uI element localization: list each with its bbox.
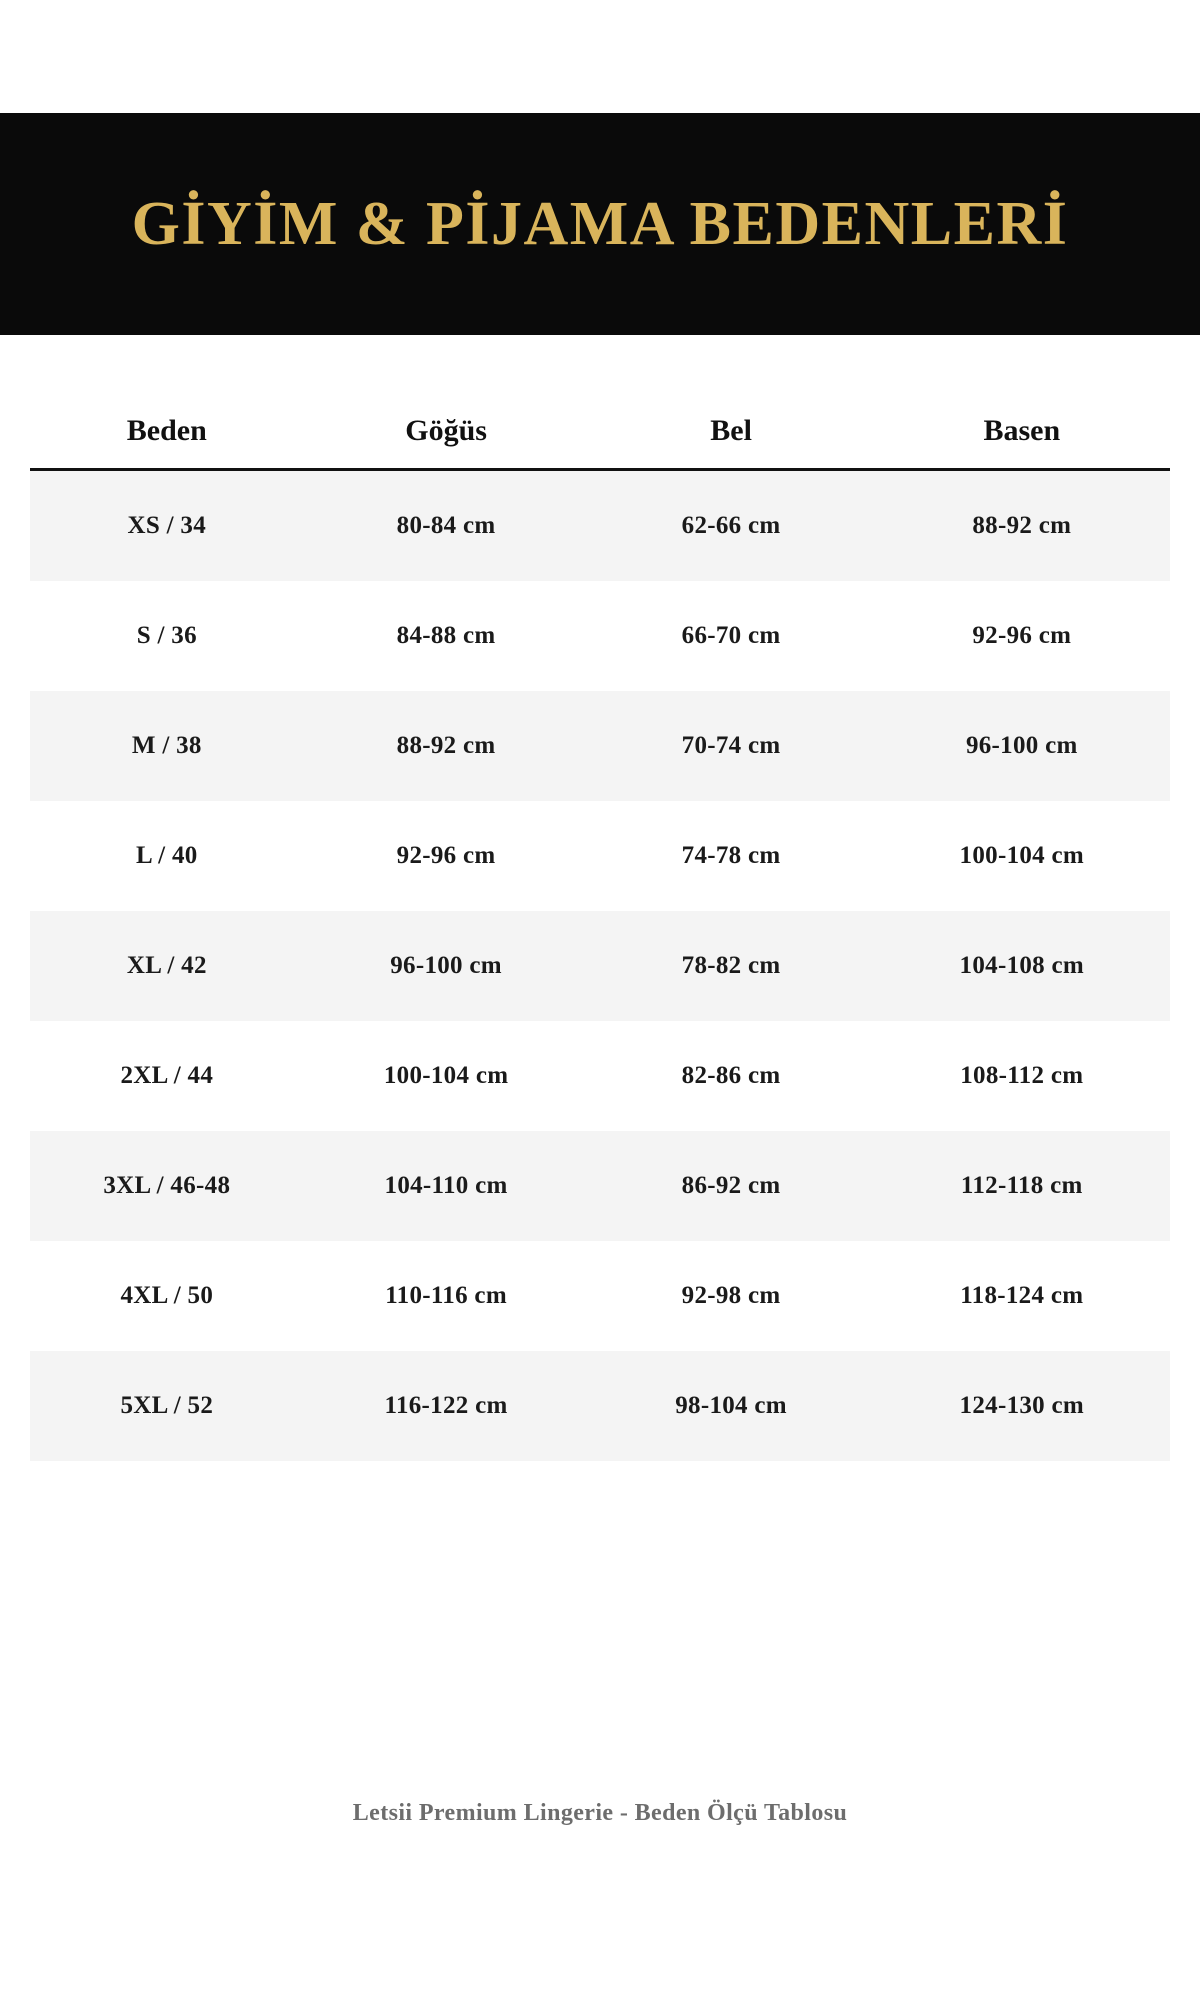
cell-beden: XL / 42 (126, 952, 207, 979)
size-table-container (30, 400, 1170, 1461)
cell-bel: 62-66 cm (681, 512, 781, 539)
cell-basen: 92-96 cm (972, 622, 1072, 649)
table-row (30, 581, 1170, 691)
column-header-gogus: Göğüs (304, 400, 589, 470)
table-row (30, 801, 1170, 911)
table-head (30, 400, 1170, 470)
column-header-basen: Basen (874, 400, 1170, 470)
cell-beden: 5XL / 52 (120, 1392, 214, 1419)
cell-gogus: 88-92 cm (396, 732, 496, 759)
footer-note: Letsii Premium Lingerie - Beden Ölçü Tablosu (352, 1800, 848, 1826)
cell-bel: 66-70 cm (681, 622, 781, 649)
table-row (30, 470, 1170, 582)
cell-bel: 86-92 cm (681, 1172, 781, 1199)
cell-beden: S / 36 (136, 622, 197, 649)
cell-bel: 74-78 cm (681, 842, 781, 869)
table-row (30, 1241, 1170, 1351)
cell-beden: 2XL / 44 (120, 1062, 214, 1089)
cell-bel: 98-104 cm (675, 1392, 787, 1419)
table-row (30, 1021, 1170, 1131)
page-title: GİYİM & PİJAMA BEDENLERİ (131, 189, 1069, 258)
size-table (30, 400, 1170, 1461)
column-header-beden: Beden (30, 400, 304, 470)
cell-basen: 112-118 cm (960, 1172, 1083, 1199)
table-body (30, 470, 1170, 1462)
cell-gogus: 116-122 cm (384, 1392, 508, 1419)
cell-gogus: 80-84 cm (396, 512, 496, 539)
cell-basen: 96-100 cm (965, 732, 1078, 759)
cell-gogus: 96-100 cm (390, 952, 502, 979)
cell-beden: XS / 34 (127, 512, 207, 539)
cell-gogus: 84-88 cm (396, 622, 496, 649)
cell-bel: 78-82 cm (681, 952, 781, 979)
header-banner (0, 113, 1200, 335)
cell-bel: 70-74 cm (681, 732, 781, 759)
table-row (30, 1131, 1170, 1241)
column-header-bel: Bel (589, 400, 874, 470)
cell-gogus: 100-104 cm (383, 1062, 509, 1089)
cell-bel: 82-86 cm (681, 1062, 781, 1089)
cell-basen: 100-104 cm (959, 842, 1085, 869)
cell-basen: 108-112 cm (960, 1062, 1084, 1089)
cell-gogus: 92-96 cm (396, 842, 496, 869)
table-row (30, 1351, 1170, 1461)
table-row (30, 691, 1170, 801)
cell-basen: 118-124 cm (960, 1282, 1084, 1309)
cell-gogus: 110-116 cm (385, 1282, 507, 1309)
cell-beden: L / 40 (136, 842, 198, 869)
cell-basen: 88-92 cm (972, 512, 1072, 539)
table-row (30, 911, 1170, 1021)
cell-basen: 124-130 cm (959, 1392, 1085, 1419)
cell-basen: 104-108 cm (959, 952, 1085, 979)
cell-beden: 4XL / 50 (120, 1282, 214, 1309)
cell-beden: 3XL / 46-48 (103, 1172, 231, 1199)
table-header-row (30, 400, 1170, 470)
cell-gogus: 104-110 cm (384, 1172, 508, 1199)
cell-bel: 92-98 cm (681, 1282, 781, 1309)
cell-beden: M / 38 (131, 732, 202, 759)
